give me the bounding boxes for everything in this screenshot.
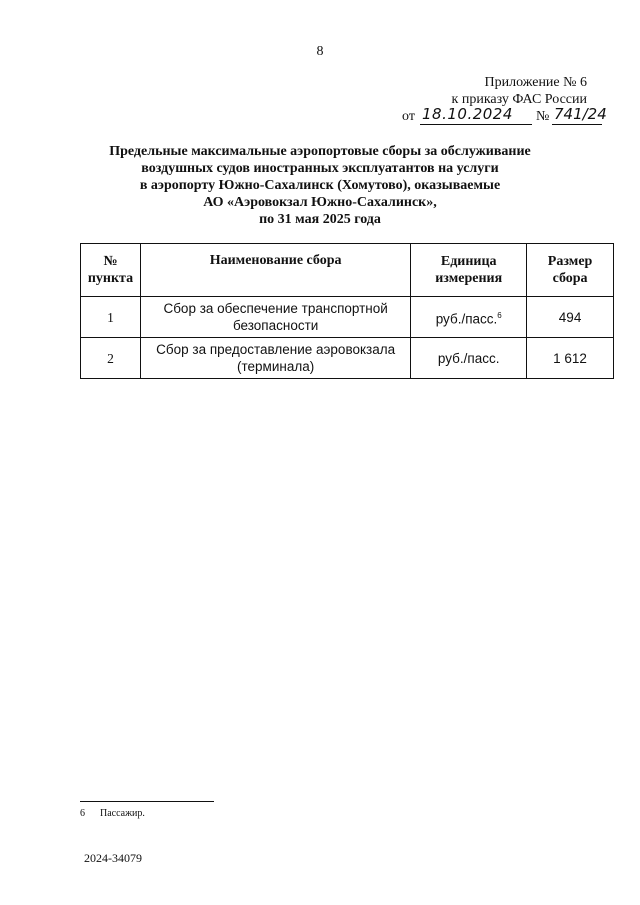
- header-fee-size: Размер сбора: [527, 244, 614, 297]
- row-fee-size: 494: [527, 297, 614, 338]
- appendix-order-ref: к приказу ФАС России: [451, 92, 587, 107]
- date-underline: [420, 124, 532, 125]
- title-line: воздушных судов иностранных эксплуатантов на услуги: [141, 161, 499, 176]
- header-unit: Единица измерения: [411, 244, 527, 297]
- row-unit: руб./пасс.: [411, 338, 527, 379]
- header-fee-name: Наименование сбора: [140, 244, 410, 297]
- footnote: [80, 808, 145, 819]
- handwritten-number: 741/24: [554, 105, 607, 123]
- table-header-row: [81, 244, 614, 297]
- footnote-divider: [80, 801, 214, 802]
- fees-table: [80, 243, 614, 379]
- number-underline: [552, 124, 602, 125]
- handwritten-date: 18.10.2024: [422, 105, 513, 123]
- header-item-number: № пункта: [81, 244, 141, 297]
- table-row: [81, 297, 614, 338]
- row-fee-size: 1 612: [527, 338, 614, 379]
- title-line: в аэропорту Южно-Сахалинск (Хомутово), оказываемые: [139, 178, 501, 193]
- row-unit: руб./пасс.$^6$: [411, 297, 527, 338]
- row-fee-name: Сбор за обеспечение транспортной безопасности: [140, 297, 410, 338]
- footnote-ref: 6: [497, 310, 502, 320]
- row-number: 2: [81, 338, 141, 379]
- order-date-number-line: [402, 105, 607, 131]
- footnote-mark: 6: [80, 808, 85, 819]
- table-row: [81, 338, 614, 379]
- title-line: Предельные максимальные аэропортовые сборы за обслуживание: [109, 144, 531, 159]
- number-label: №: [536, 109, 550, 124]
- title-line: по 31 мая 2025 года: [259, 212, 381, 227]
- row-number: 1: [81, 297, 141, 338]
- appendix-block: [287, 74, 587, 108]
- row-fee-name: Сбор за предоставление аэровокзала (терминала): [140, 338, 410, 379]
- title-line: АО «Аэровокзал Южно-Сахалинск»,: [203, 195, 437, 210]
- page-number: 8: [316, 44, 324, 59]
- appendix-title: Приложение № 6: [484, 75, 587, 90]
- document-id: 2024-34079: [84, 851, 142, 865]
- from-label: от: [402, 109, 415, 124]
- footnote-text: Пассажир.: [100, 808, 145, 819]
- document-title: [80, 143, 560, 228]
